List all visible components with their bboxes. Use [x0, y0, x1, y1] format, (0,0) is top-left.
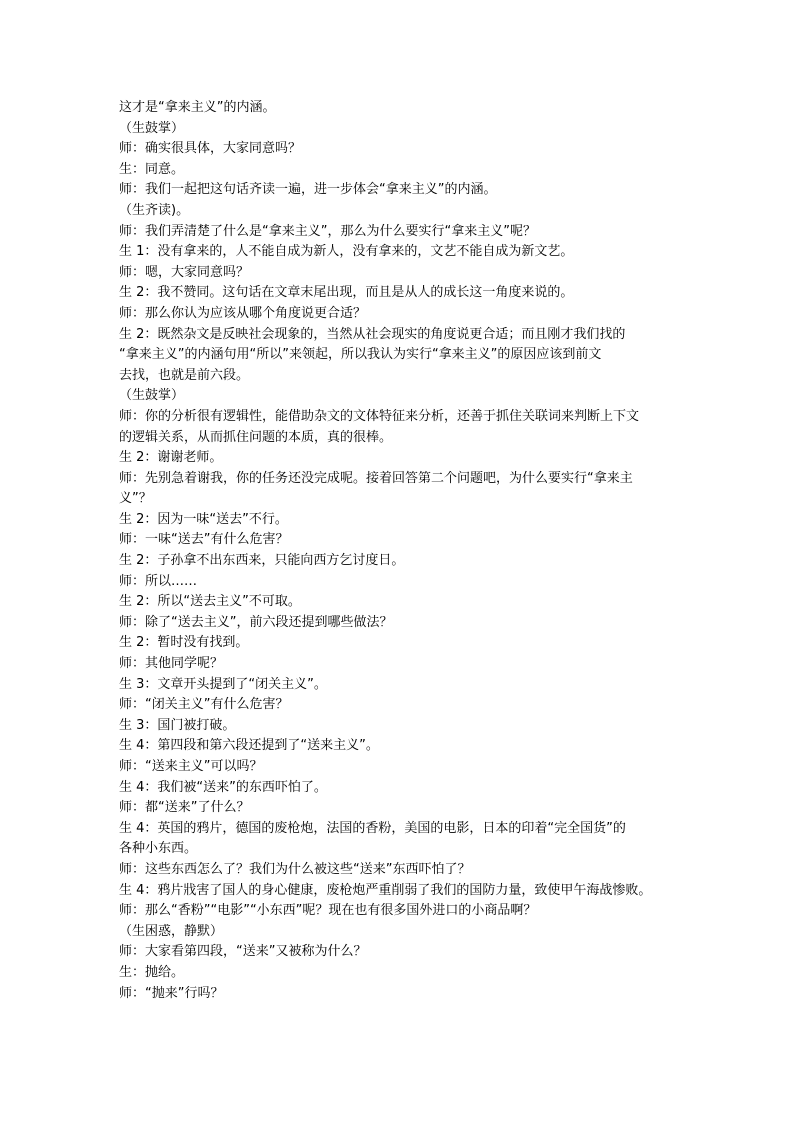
- text-line: 各种小东西。: [119, 841, 198, 857]
- text-line: 师：“闭关主义”有什么危害？: [119, 697, 289, 713]
- text-line: 生：同意。: [119, 161, 185, 177]
- text-line: 师：那么“香粉”“电影”“小东西”呢？现在也有很多国外进口的小商品啊？: [119, 903, 537, 919]
- text-line: 师：先别急着谢我，你的任务还没完成呢。接着回答第二个问题吧，为什么要实行“拿来主: [119, 470, 633, 486]
- text-line: 生 4：英国的鸦片，德国的废枪炮，法国的香粉，美国的电影，日本的印着“完全国货”的: [119, 820, 626, 836]
- text-line: 生 2：暂时没有找到。: [119, 635, 249, 651]
- text-line: 生 2：既然杂文是反映社会现象的，当然从社会现实的角度说更合适；而且刚才我们找的: [119, 326, 626, 342]
- text-line: （生齐读)。: [119, 202, 190, 218]
- text-line: 生 4：鸦片戕害了国人的身心健康，废枪炮严重削弱了我们的国防力量，致使甲午海战惨败。: [119, 882, 652, 898]
- text-line: （生鼓掌）: [119, 388, 185, 404]
- text-line: 师：大家看第四段，“送来”又被称为什么？: [119, 944, 367, 960]
- text-line: 师：我们弄清楚了什么是“拿来主义”，那么为什么要实行“拿来主义”呢？: [119, 223, 536, 239]
- text-line: 生 2：所以“送去主义”不可取。: [119, 594, 301, 610]
- text-line: 生 2：子孙拿不出东西来，只能向西方乞讨度日。: [119, 553, 405, 569]
- text-line: 生 2：谢谢老师。: [119, 450, 223, 466]
- text-line: 师：所以……: [119, 573, 198, 589]
- text-line: 生 1：没有拿来的，人不能自成为新人，没有拿来的，文艺不能自成为新文艺。: [119, 244, 574, 260]
- text-line: 师：这些东西怎么了？我们为什么被这些“送来”东西吓怕了？: [119, 861, 471, 877]
- text-line: 师：“送来主义”可以吗？: [119, 759, 263, 774]
- text-line: 生 3：国门被打破。: [119, 717, 236, 733]
- text-line: 师：那么你认为应该从哪个角度说更合适？: [119, 305, 367, 321]
- text-line: 生 2：我不赞同。这句话在文章末尾出现，而且是从人的成长这一角度来说的。: [119, 285, 574, 301]
- text-line: 师：确实很具体，大家同意吗？: [119, 141, 302, 157]
- text-line: 师：我们一起把这句话齐读一遍，进一步体会“拿来主义”的内涵。: [119, 182, 497, 198]
- text-line: 的逻辑关系，从而抓住问题的本质，真的很棒。: [119, 429, 393, 445]
- text-line: 生 3：文章开头提到了“闭关主义”。: [119, 676, 327, 692]
- text-line: 义”？: [119, 491, 152, 507]
- text-line: 师：嗯，大家同意吗？: [119, 264, 250, 280]
- text-line: 师：“抛来”行吗？: [119, 985, 224, 1001]
- text-line: 生 4：我们被“送来”的东西吓怕了。: [119, 779, 327, 795]
- text-line: 师：其他同学呢？: [119, 656, 224, 672]
- text-line: （生困惑，静默）: [119, 923, 224, 939]
- text-line: 师：你的分析很有逻辑性，能借助杂文的文体特征来分析，还善于抓住关联词来判断上下文: [119, 408, 640, 424]
- document-page: [119, 98, 689, 1004]
- text-line: 师：除了“送去主义”，前六段还提到哪些做法？: [119, 614, 393, 630]
- text-line: 生 4：第四段和第六段还提到了“送来主义”。: [119, 738, 379, 754]
- text-line: 去找，也就是前六段。: [119, 367, 250, 383]
- text-line: 生：抛给。: [119, 964, 185, 980]
- text-line: 师：一味“送去”有什么危害？: [119, 532, 289, 548]
- text-line: 师：都“送来”了什么？: [119, 800, 250, 816]
- text-line: （生鼓掌）: [119, 120, 185, 136]
- text-line: 这才是“拿来主义”的内涵。: [119, 100, 276, 115]
- text-line: “拿来主义”的内涵句用“所以”来领起，所以我认为实行“拿来主义”的原因应该到前文: [119, 347, 602, 363]
- text-line: 生 2：因为一味“送去”不行。: [119, 511, 288, 527]
